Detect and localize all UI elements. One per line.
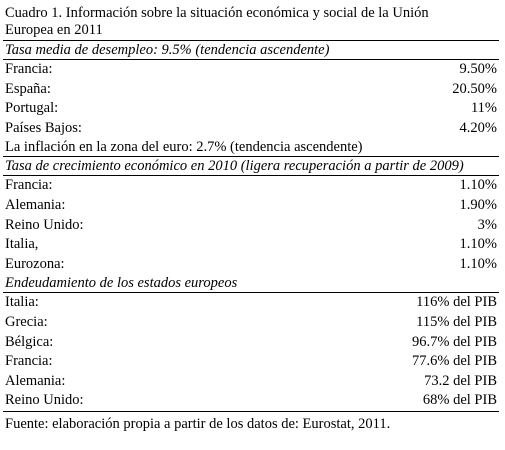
row-label: Bélgica: xyxy=(5,333,54,350)
row-value: 3% xyxy=(477,216,497,233)
caption-line-2: Europea en 2011 xyxy=(5,22,103,38)
table-row xyxy=(3,216,499,236)
row-value: 73.2 del PIB xyxy=(424,372,497,389)
table-row xyxy=(3,119,499,139)
table-row xyxy=(3,235,499,255)
table-row xyxy=(3,391,499,411)
row-value: 20.50% xyxy=(452,80,497,97)
row-label: Francia: xyxy=(5,353,53,370)
source-note: Fuente: elaboración propia a partir de los datos de: Eurostat, 2011. xyxy=(5,415,391,432)
row-value: 96.7% del PIB xyxy=(412,333,497,350)
row-value: 9.50% xyxy=(459,61,497,77)
table-row xyxy=(3,293,499,313)
row-label: Francia: xyxy=(5,177,53,194)
caption-line-1: Cuadro 1. Información sobre la situación económica y social de la Unión xyxy=(5,5,429,21)
row-label: Reino Unido: xyxy=(5,392,84,409)
table-row xyxy=(3,99,499,119)
row-value: 1.10% xyxy=(459,177,497,194)
table-row xyxy=(3,196,499,216)
table-row xyxy=(3,333,499,353)
row-label: España: xyxy=(5,80,51,97)
row-label: Italia: xyxy=(5,294,39,311)
table-row xyxy=(3,255,499,275)
unemployment-section xyxy=(3,60,499,138)
growth-heading: Tasa de crecimiento económico en 2010 (ligera recuperación a partir de 2009) xyxy=(3,156,499,176)
row-label: Alemania: xyxy=(5,372,66,389)
row-value: 68% del PIB xyxy=(422,392,497,409)
row-value: 77.6% del PIB xyxy=(412,353,497,370)
table-row xyxy=(3,352,499,372)
row-value: 4.20% xyxy=(459,119,497,136)
table-row xyxy=(3,80,499,100)
table-row xyxy=(3,176,499,196)
row-label: Países Bajos: xyxy=(5,119,82,136)
row-label: Alemania: xyxy=(5,196,66,213)
inflation-line: La inflación en la zona del euro: 2.7% (tendencia ascendente) xyxy=(5,139,363,156)
data-table xyxy=(3,40,499,412)
row-label: Eurozona: xyxy=(5,255,65,272)
debt-section xyxy=(3,293,499,411)
row-value: 115% del PIB xyxy=(416,313,497,330)
table-row xyxy=(3,372,499,392)
row-value: 1.10% xyxy=(459,236,497,253)
row-label: Italia, xyxy=(5,236,39,253)
row-label: Portugal: xyxy=(5,100,59,117)
table-row xyxy=(3,60,499,80)
row-value: 1.10% xyxy=(459,255,497,272)
growth-section xyxy=(3,176,499,274)
row-label: Francia: xyxy=(5,61,53,77)
row-value: 116% del PIB xyxy=(416,294,497,311)
row-label: Grecia: xyxy=(5,313,48,330)
document-page xyxy=(3,5,499,433)
table-caption xyxy=(3,5,499,39)
row-label: Reino Unido: xyxy=(5,216,84,233)
row-value: 11% xyxy=(470,100,497,117)
table-row xyxy=(3,313,499,333)
row-value: 1.90% xyxy=(459,196,497,213)
unemployment-heading: Tasa media de desempleo: 9.5% (tendencia ascendente) xyxy=(3,41,499,60)
debt-heading: Endeudamiento de los estados europeos xyxy=(3,274,499,293)
